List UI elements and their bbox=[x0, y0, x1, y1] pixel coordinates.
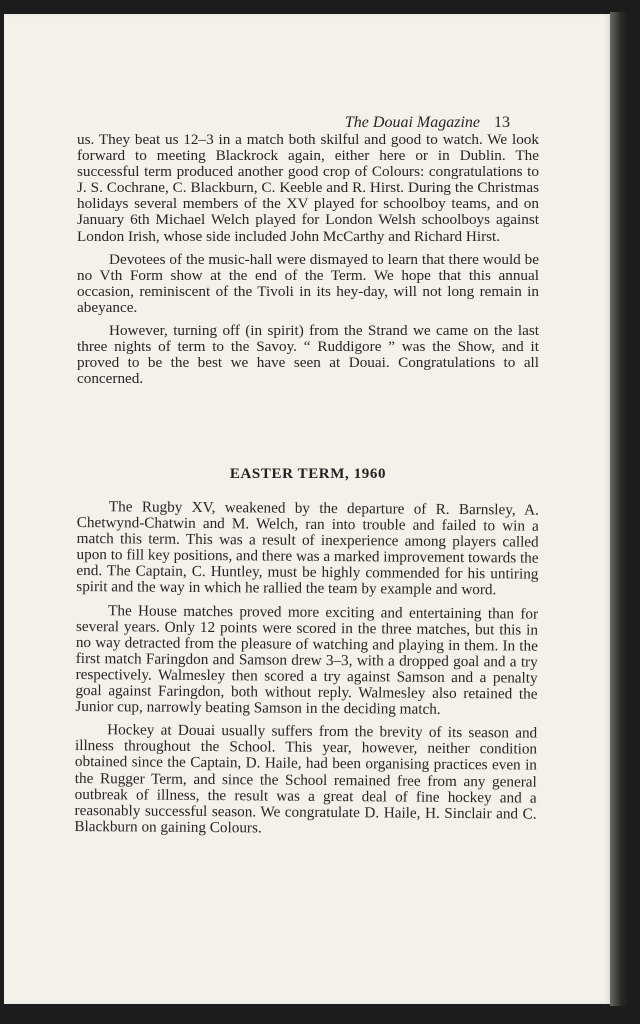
paragraph: The House matches proved more exciting and entertaining than for several years. Only 12 points were scored in the three matches, but this in no way detracted from the pleasure of watching and playing in them. In the first match Faringdon and Samson drew 3–3, with a dropped goal and a try respectively. Walmesley then scored a try against Samson and a penalty goal against Faringdon, both without reply. Walmesley also retained the Junior cup, narrowly beating Samson in the deciding match. bbox=[75, 601, 539, 718]
page-number: 13 bbox=[494, 114, 510, 131]
running-header bbox=[345, 114, 510, 132]
book-edge bbox=[610, 12, 628, 1006]
section-body bbox=[74, 499, 539, 838]
continued-text bbox=[77, 132, 539, 387]
magazine-title: The Douai Magazine bbox=[344, 114, 480, 131]
paragraph: Devotees of the music-hall were dismayed to learn that there would be no Vth Form show at the end of the Term. We hope that this annual occasion, reminiscent of the Tivoli in its hey-day, will not long remain in abeyance. bbox=[77, 250, 539, 316]
paragraph: us. They beat us 12–3 in a match both skilful and good to watch. We look forward to meeting Blackrock again, either here or in Dublin. The successful term produced another good crop of Colours: congratulations to J. S. Cochrane, C. Blackburn, C. Keeble and R. Hirst. During the Christmas holidays several members of the XV played for schoolboy teams, and on January 6th Michael Welch played for London Welsh schoolboys against London Irish, whose side included John McCarthy and Richard Hirst. bbox=[77, 131, 539, 245]
paragraph: The Rugby XV, weakened by the departure of R. Barnsley, A. Chetwynd-Chatwin and M. Welch, ran into trouble and failed to win a match this term. This was a result of inexperience among players called upon to fill key positions, and there was a marked improvement towards the end. The Captain, C. Huntley, must be highly commended for his untiring spirit and the way in which he rallied the team by example and word. bbox=[76, 498, 539, 599]
section-heading: EASTER TERM, 1960 bbox=[229, 466, 387, 482]
paragraph: However, turning off (in spirit) from the Strand we came on the last three nights of term to the Savoy. “ Ruddigore ” was the Show, and it proved to be the best we have seen at Douai. Congratulations to all concerned. bbox=[77, 322, 539, 388]
paragraph: Hockey at Douai usually suffers from the brevity of its season and illness throughout the School. This year, however, neither condition obtained since the Captain, D. Haile, had been organising practices even in the Rugger Term, and since the School remained free from any general outbreak of illness, the result was a great deal of fine hockey and a reasonably successful season. We congratulate D. Haile, H. Sinclair and C. Blackburn on gaining Colours. bbox=[74, 721, 538, 837]
